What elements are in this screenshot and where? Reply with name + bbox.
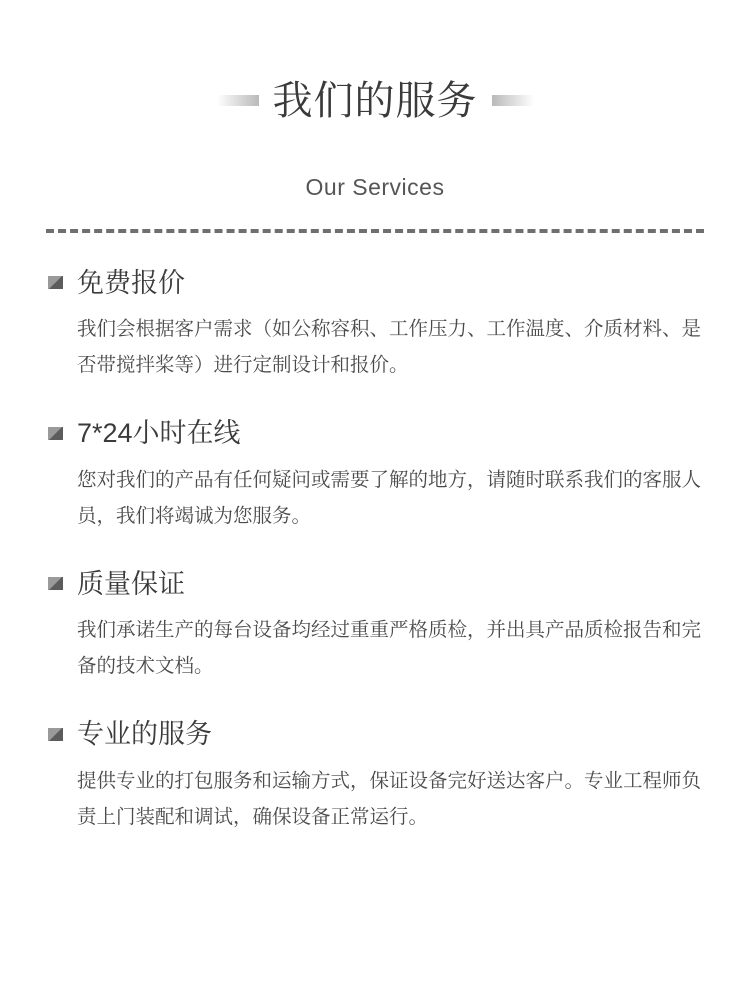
title-decoration-left-icon (217, 95, 259, 106)
page-title: 我们的服务 (272, 78, 478, 123)
service-title: 专业的服务 (77, 719, 212, 750)
service-item (48, 267, 702, 384)
service-heading (48, 718, 702, 750)
service-title: 7*24小时在线 (77, 418, 241, 449)
service-title: 质量保证 (77, 568, 185, 599)
page-subtitle: Our Services (305, 173, 445, 200)
service-description: 我们承诺生产的每台设备均经过重重严格质检，并出具产品质检报告和完备的技术文档。 (77, 619, 702, 678)
service-description: 提供专业的打包服务和运输方式，保证设备完好送达客户。专业工程师负责上门装配和调试，确保设备正常运行。 (77, 769, 702, 828)
square-bullet-icon (48, 276, 63, 289)
page-header (0, 0, 750, 233)
service-item (48, 718, 702, 835)
square-bullet-icon (48, 427, 63, 440)
service-heading (48, 568, 702, 600)
service-item (48, 568, 702, 685)
service-title: 免费报价 (77, 267, 185, 298)
service-description: 您对我们的产品有任何疑问或需要了解的地方，请随时联系我们的客服人员，我们将竭诚为您服务。 (77, 468, 702, 527)
title-row (0, 52, 750, 150)
service-description: 我们会根据客户需求（如公称容积、工作压力、工作温度、介质材料、是否带搅拌桨等）进行定制设计和报价。 (77, 317, 702, 377)
service-item (48, 417, 702, 534)
service-heading (48, 417, 702, 449)
services-list (0, 267, 750, 835)
service-heading (48, 267, 702, 299)
title-decoration-right-icon (492, 95, 534, 106)
square-bullet-icon (48, 577, 63, 590)
dashed-divider (46, 229, 704, 233)
square-bullet-icon (48, 728, 63, 741)
